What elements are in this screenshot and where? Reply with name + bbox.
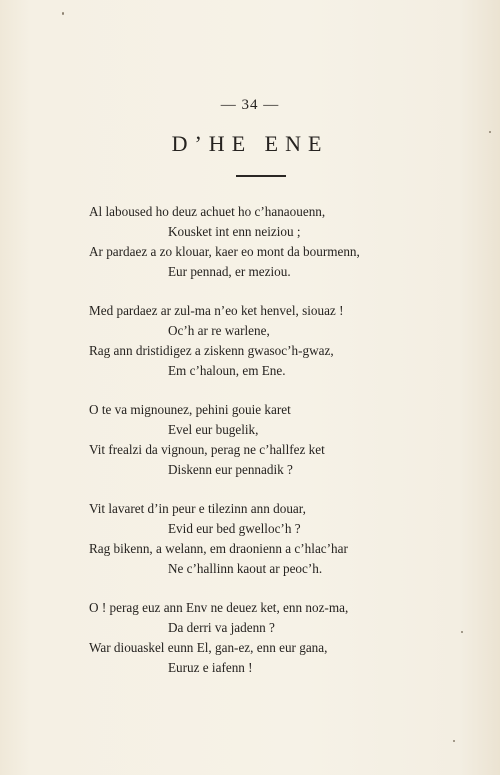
stanza-3 — [0, 400, 500, 480]
title-rule — [236, 175, 286, 177]
poem-line: Da derri va jadenn ? — [168, 620, 275, 635]
page-number: — 34 — — [220, 97, 280, 113]
poem-line: O te va mignounez, pehini gouie karet — [89, 402, 291, 417]
poem-line: Oc’h ar re warlene, — [168, 323, 270, 338]
paper-speck — [62, 12, 64, 15]
poem-line: Ar pardaez a zo klouar, kaer eo mont da bourmenn, — [89, 244, 360, 259]
poem-line: Euruz e iafenn ! — [168, 660, 253, 675]
poem-body — [0, 202, 500, 697]
poem-line: Rag bikenn, a welann, em draonienn a c’hlac’har — [89, 541, 348, 556]
poem-line: Vit lavaret d’in peur e tilezinn ann douar, — [89, 501, 306, 516]
stanza-1 — [0, 202, 500, 282]
poem-line: Al laboused ho deuz achuet ho c’hanaouenn, — [89, 204, 326, 219]
paper-speck — [489, 131, 491, 133]
stanza-4 — [0, 499, 500, 579]
poem-line: Vit frealzi da vignoun, perag ne c’hallfez ket — [89, 442, 325, 457]
poem-line: Ne c’hallinn kaout ar peoc’h. — [168, 561, 323, 576]
poem-line: Rag ann dristidigez a ziskenn gwasoc’h-gwaz, — [89, 343, 334, 358]
poem-line: O ! perag euz ann Env ne deuez ket, enn noz-ma, — [89, 600, 349, 615]
poem-line: Med pardaez ar zul-ma n’eo ket henvel, siouaz ! — [89, 303, 344, 318]
poem-line: Kousket int enn neiziou ; — [168, 224, 301, 239]
paper-speck — [461, 631, 463, 633]
stanza-2 — [0, 301, 500, 381]
poem-line: Eur pennad, er meziou. — [168, 264, 291, 279]
poem-line: Em c’haloun, em Ene. — [168, 363, 286, 378]
stanza-5 — [0, 598, 500, 678]
paper-speck — [453, 740, 455, 742]
poem-title: D’HE ENE — [171, 131, 329, 156]
poem-line: Evel eur bugelik, — [168, 422, 259, 437]
poem-line: Diskenn eur pennadik ? — [168, 462, 293, 477]
poem-line: War diouaskel eunn El, gan-ez, enn eur gana, — [89, 640, 328, 655]
poem-line: Evid eur bed gwelloc’h ? — [168, 521, 301, 536]
